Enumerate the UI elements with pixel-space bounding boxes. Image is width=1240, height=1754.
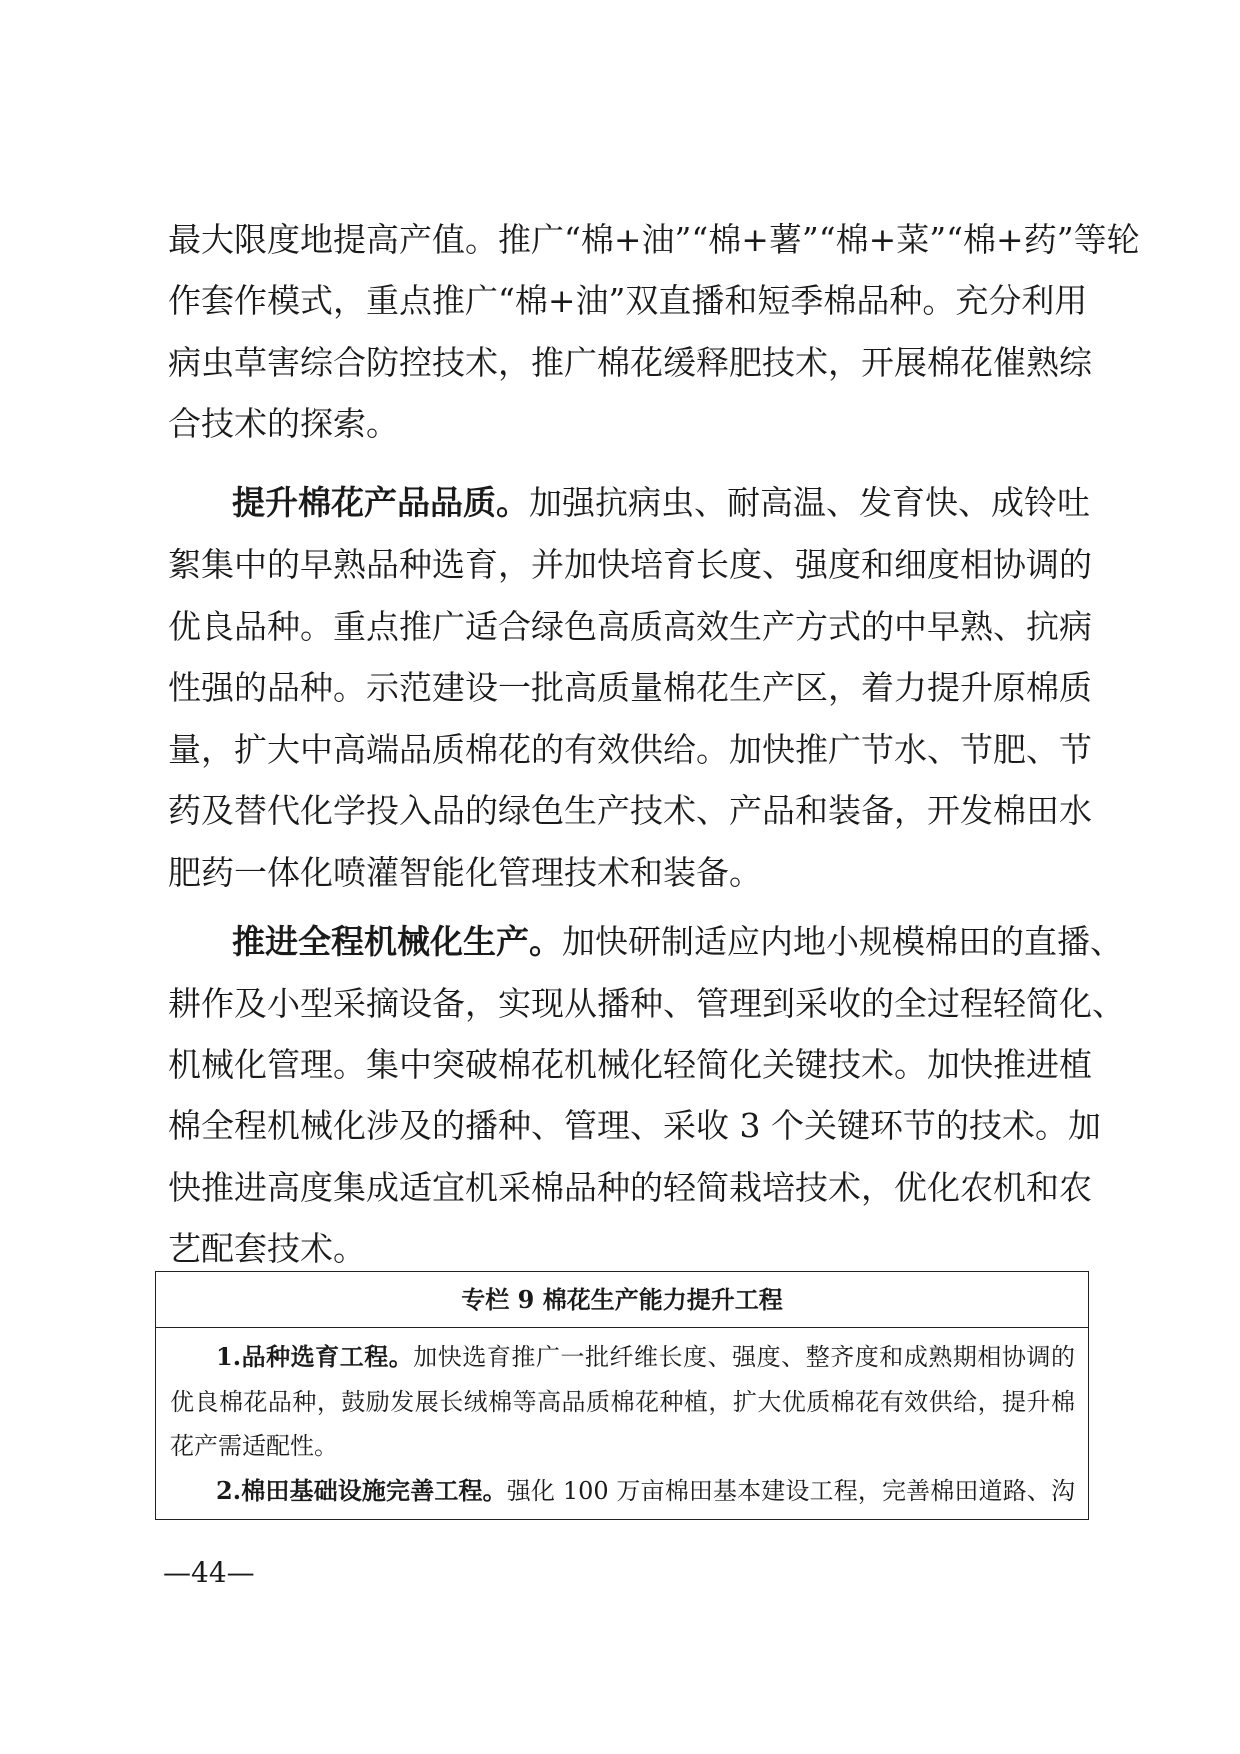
box-item2-heading: 2.棉田基础设施完善工程。	[216, 1476, 507, 1505]
box-item1-first-line-text: 加快选育推广一批纤维长度、强度、整齐度和成熟期相协调的	[413, 1343, 1075, 1371]
paragraph3-heading: 推进全程机械化生产。	[232, 922, 562, 961]
paragraph3-line-6: 艺配套技术。	[168, 1229, 366, 1268]
paragraph2-heading: 提升棉花产品品质。	[232, 483, 529, 522]
paragraph3-line-5: 快推进高度集成适宜机采棉品种的轻简栽培技术，优化农机和农	[168, 1168, 1092, 1207]
box-item1-heading: 1.品种选育工程。	[216, 1342, 414, 1371]
box-item1-line-2: 优良棉花品种，鼓励发展长绒棉等高品质棉花种植，扩大优质棉花有效供给，提升棉	[170, 1388, 1075, 1416]
paragraph3-line-1	[232, 922, 1123, 962]
special-column-title: 专栏 9 棉花生产能力提升工程	[156, 1272, 1088, 1328]
paragraph1-line-3: 病虫草害综合防控技术，推广棉花缓释肥技术，开展棉花催熟综	[168, 343, 1092, 382]
box-item2-first-line-text: 强化 100 万亩棉田基本建设工程，完善棉田道路、沟	[506, 1477, 1075, 1505]
box-item2-line-1	[216, 1476, 1075, 1506]
paragraph2-line-4: 性强的品种。示范建设一批高质量棉花生产区，着力提升原棉质	[168, 668, 1092, 707]
box-item1-line-1	[216, 1342, 1075, 1372]
special-column-box	[155, 1271, 1089, 1520]
paragraph2-line-1	[232, 483, 1090, 523]
paragraph2-line-6: 药及替代化学投入品的绿色生产技术、产品和装备，开发棉田水	[168, 791, 1092, 830]
paragraph2-line-5: 量，扩大中高端品质棉花的有效供给。加快推广节水、节肥、节	[168, 730, 1092, 769]
paragraph1-line-1: 最大限度地提高产值。推广“棉+油”“棉+薯”“棉+菜”“棉+药”等轮	[168, 220, 1140, 259]
paragraph1-line-4: 合技术的探索。	[168, 404, 399, 443]
paragraph3-line-4: 棉全程机械化涉及的播种、管理、采收 3 个关键环节的技术。加	[168, 1106, 1101, 1145]
paragraph3-line-3: 机械化管理。集中突破棉花机械化轻简化关键技术。加快推进植	[168, 1045, 1092, 1084]
paragraph1-line-2: 作套作模式，重点推广“棉+油”双直播和短季棉品种。充分利用	[168, 281, 1088, 320]
paragraph3-line-2: 耕作及小型采摘设备，实现从播种、管理到采收的全过程轻简化、	[168, 984, 1125, 1023]
page-number: —44—	[163, 1556, 255, 1589]
paragraph3-first-line-text: 加快研制适应内地小规模棉田的直播、	[562, 922, 1123, 961]
paragraph2-first-line-text: 加强抗病虫、耐高温、发育快、成铃吐	[529, 483, 1090, 522]
paragraph2-line-2: 絮集中的早熟品种选育，并加快培育长度、强度和细度相协调的	[168, 545, 1092, 584]
box-item1-line-3: 花产需适配性。	[170, 1432, 338, 1460]
paragraph2-line-7: 肥药一体化喷灌智能化管理技术和装备。	[168, 853, 762, 892]
paragraph2-line-3: 优良品种。重点推广适合绿色高质高效生产方式的中早熟、抗病	[168, 607, 1092, 646]
